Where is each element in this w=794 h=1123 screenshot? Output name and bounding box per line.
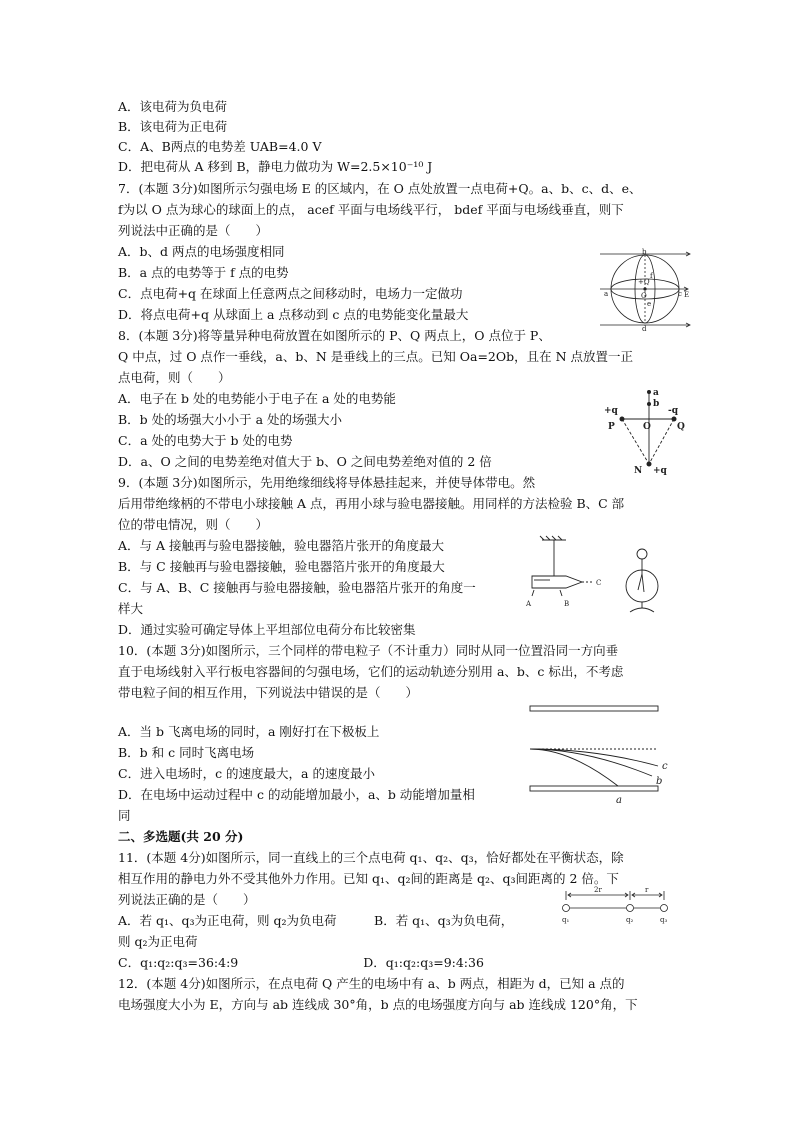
label-N-charge: +q [653, 466, 667, 476]
label-Q: +Q [638, 278, 650, 286]
text-line: D．a、O 之间的电势差绝对值大于 b、O 之间电势差绝对值的 2 倍 [118, 454, 492, 469]
text-line: D．通过实验可确定导体上平坦部位电荷分布比较密集 [118, 622, 416, 637]
label-a: a [616, 795, 622, 806]
label-q1: q₁ [562, 916, 570, 924]
text-line: C．a 处的电势大于 b 处的电势 [118, 433, 293, 448]
text-line: A．电子在 b 处的电势能小于电子在 a 处的电势能 [118, 391, 396, 406]
text-line: 相互作用的静电力外不受其他外力作用。已知 q₁、q₂间的距离是 q₂、q₃间距离的 2 倍。下 [118, 871, 619, 886]
text-line: B．a 点的电势等于 f 点的电势 [118, 265, 289, 280]
label-q3: q₃ [660, 916, 668, 924]
text-line: 11．(本题 4分)如图所示，同一直线上的三个点电荷 q₁、q₂、q₃，恰好都处在平衡状态，除 [118, 850, 624, 865]
label-A: A [526, 600, 532, 608]
label-f: f [650, 272, 653, 280]
label-a: a [604, 290, 609, 298]
conductor-electroscope-figure [520, 534, 690, 614]
label-c: c [662, 761, 668, 772]
label-a: a [653, 388, 659, 398]
label-O: O [643, 422, 651, 432]
text-line: A．该电荷为负电荷 [118, 99, 228, 114]
text-line: D．在电场中运动过程中 c 的动能增加最小，a、b 动能增加量相 [118, 787, 475, 802]
text-line: A．若 q₁、q₃为正电荷，则 q₂为负电荷 B．若 q₁、q₃为负电荷， [118, 913, 514, 928]
text-line: 列说法中正确的是（ ） [118, 223, 269, 238]
text-line: 点电荷，则（ ） [118, 370, 231, 385]
label-2r: 2r [594, 886, 602, 894]
text-line: A．b、d 两点的电场强度相同 [118, 244, 285, 259]
label-r: r [645, 886, 649, 894]
label-minus-q: -q [668, 406, 679, 416]
text-line: 10．(本题 3分)如图所示，三个同样的带电粒子（不计重力）同时从同一位置沿同一方向垂 [118, 643, 619, 658]
label-B: B [564, 600, 570, 608]
section-heading: 二、多选题(共 20 分) [118, 829, 244, 844]
text-line: f为以 O 点为球心的球面上的点， acef 平面与电场线平行， bdef 平面与电场线垂直，则下 [118, 202, 624, 217]
label-E: E [684, 291, 690, 299]
label-e: e [647, 300, 652, 308]
text-line: B．与 C 接触再与验电器接触，验电器箔片张开的角度最大 [118, 559, 445, 574]
dipole-figure [598, 384, 696, 480]
label-c: c [678, 290, 682, 298]
text-line: 9．(本题 3分)如图所示，先用绝缘细线将导体悬挂起来，并使导体带电。然 [118, 475, 536, 490]
text-line: A．当 b 飞离电场的同时，a 刚好打在下极板上 [118, 724, 380, 739]
text-line: B．该电荷为正电荷 [118, 119, 228, 134]
label-d: d [642, 325, 647, 332]
text-line: 同 [118, 808, 131, 823]
label-Q: Q [677, 422, 685, 432]
text-line: D．把电荷从 A 移到 B，静电力做功为 W=2.5×10⁻¹⁰ J [118, 159, 433, 174]
text-line: 7．(本题 3分)如图所示匀强电场 E 的区域内，在 O 点处放置一点电荷+Q。a、b、c、d、e、 [118, 181, 642, 196]
text-line: C．点电荷+q 在球面上任意两点之间移动时，电场力一定做功 [118, 286, 463, 301]
text-line: 位的带电情况，则（ ） [118, 517, 269, 532]
text-line: 带电粒子间的相互作用，下列说法中错误的是（ ） [118, 685, 419, 700]
text-line: 直于电场线射入平行板电容器间的匀强电场，它们的运动轨迹分别用 a、b、c 标出，不考虑 [118, 664, 624, 679]
label-b: b [653, 399, 660, 409]
label-q2: q₂ [626, 916, 634, 924]
sphere-field-figure [600, 248, 692, 332]
text-line: 电场强度大小为 E，方向与 ab 连线成 30°角，b 点的电场强度方向与 ab 连线成 120°角，下 [118, 997, 638, 1012]
text-line: 12．(本题 4分)如图所示，在点电荷 Q 产生的电场中有 a、b 两点，相距为 d，已知 a 点的 [118, 976, 625, 991]
text-line: B．b 和 c 同时飞离电场 [118, 745, 255, 760]
text-line: 后用带绝缘柄的不带电小球接触 A 点，再用小球与验电器接触。用同样的方法检验 B、C 部 [118, 496, 625, 511]
text-line: A．与 A 接触再与验电器接触，验电器箔片张开的角度最大 [118, 538, 445, 553]
label-O: O [641, 292, 647, 300]
label-P: P [608, 422, 615, 432]
text-line: C．A、B两点的电势差 UAB=4.0 V [118, 139, 322, 154]
text-line: Q 中点，过 O 点作一垂线，a、b、N 是垂线上的三点。已知 Oa=2Ob，且在 N 点放置一正 [118, 349, 634, 364]
label-C: C [596, 579, 602, 587]
label-b: b [642, 248, 647, 256]
text-line: 列说法正确的是（ ） [118, 892, 256, 907]
label-N: N [634, 466, 643, 476]
three-charges-figure [556, 886, 674, 926]
text-line: C．进入电场时，c 的速度最大，a 的速度最小 [118, 766, 375, 781]
text-line: 8．(本题 3分)将等量异种电荷放置在如图所示的 P、Q 两点上，O 点位于 P、 [118, 328, 551, 343]
text-line: B．b 处的场强大小小于 a 处的场强大小 [118, 412, 343, 427]
text-line: 则 q₂为正电荷 [118, 934, 198, 949]
text-line: D．将点电荷+q 从球面上 a 点移动到 c 点的电势能变化量最大 [118, 307, 469, 322]
capacitor-figure [526, 704, 676, 808]
text-line: C．q₁:q₂:q₃=36:4:9 D．q₁:q₂:q₃=9:4:36 [118, 955, 484, 970]
label-plus-q: +q [604, 406, 618, 416]
text-line: 样大 [118, 601, 144, 616]
label-b: b [656, 776, 663, 787]
text-line: C．与 A、B、C 接触再与验电器接触，验电器箔片张开的角度一 [118, 580, 476, 595]
